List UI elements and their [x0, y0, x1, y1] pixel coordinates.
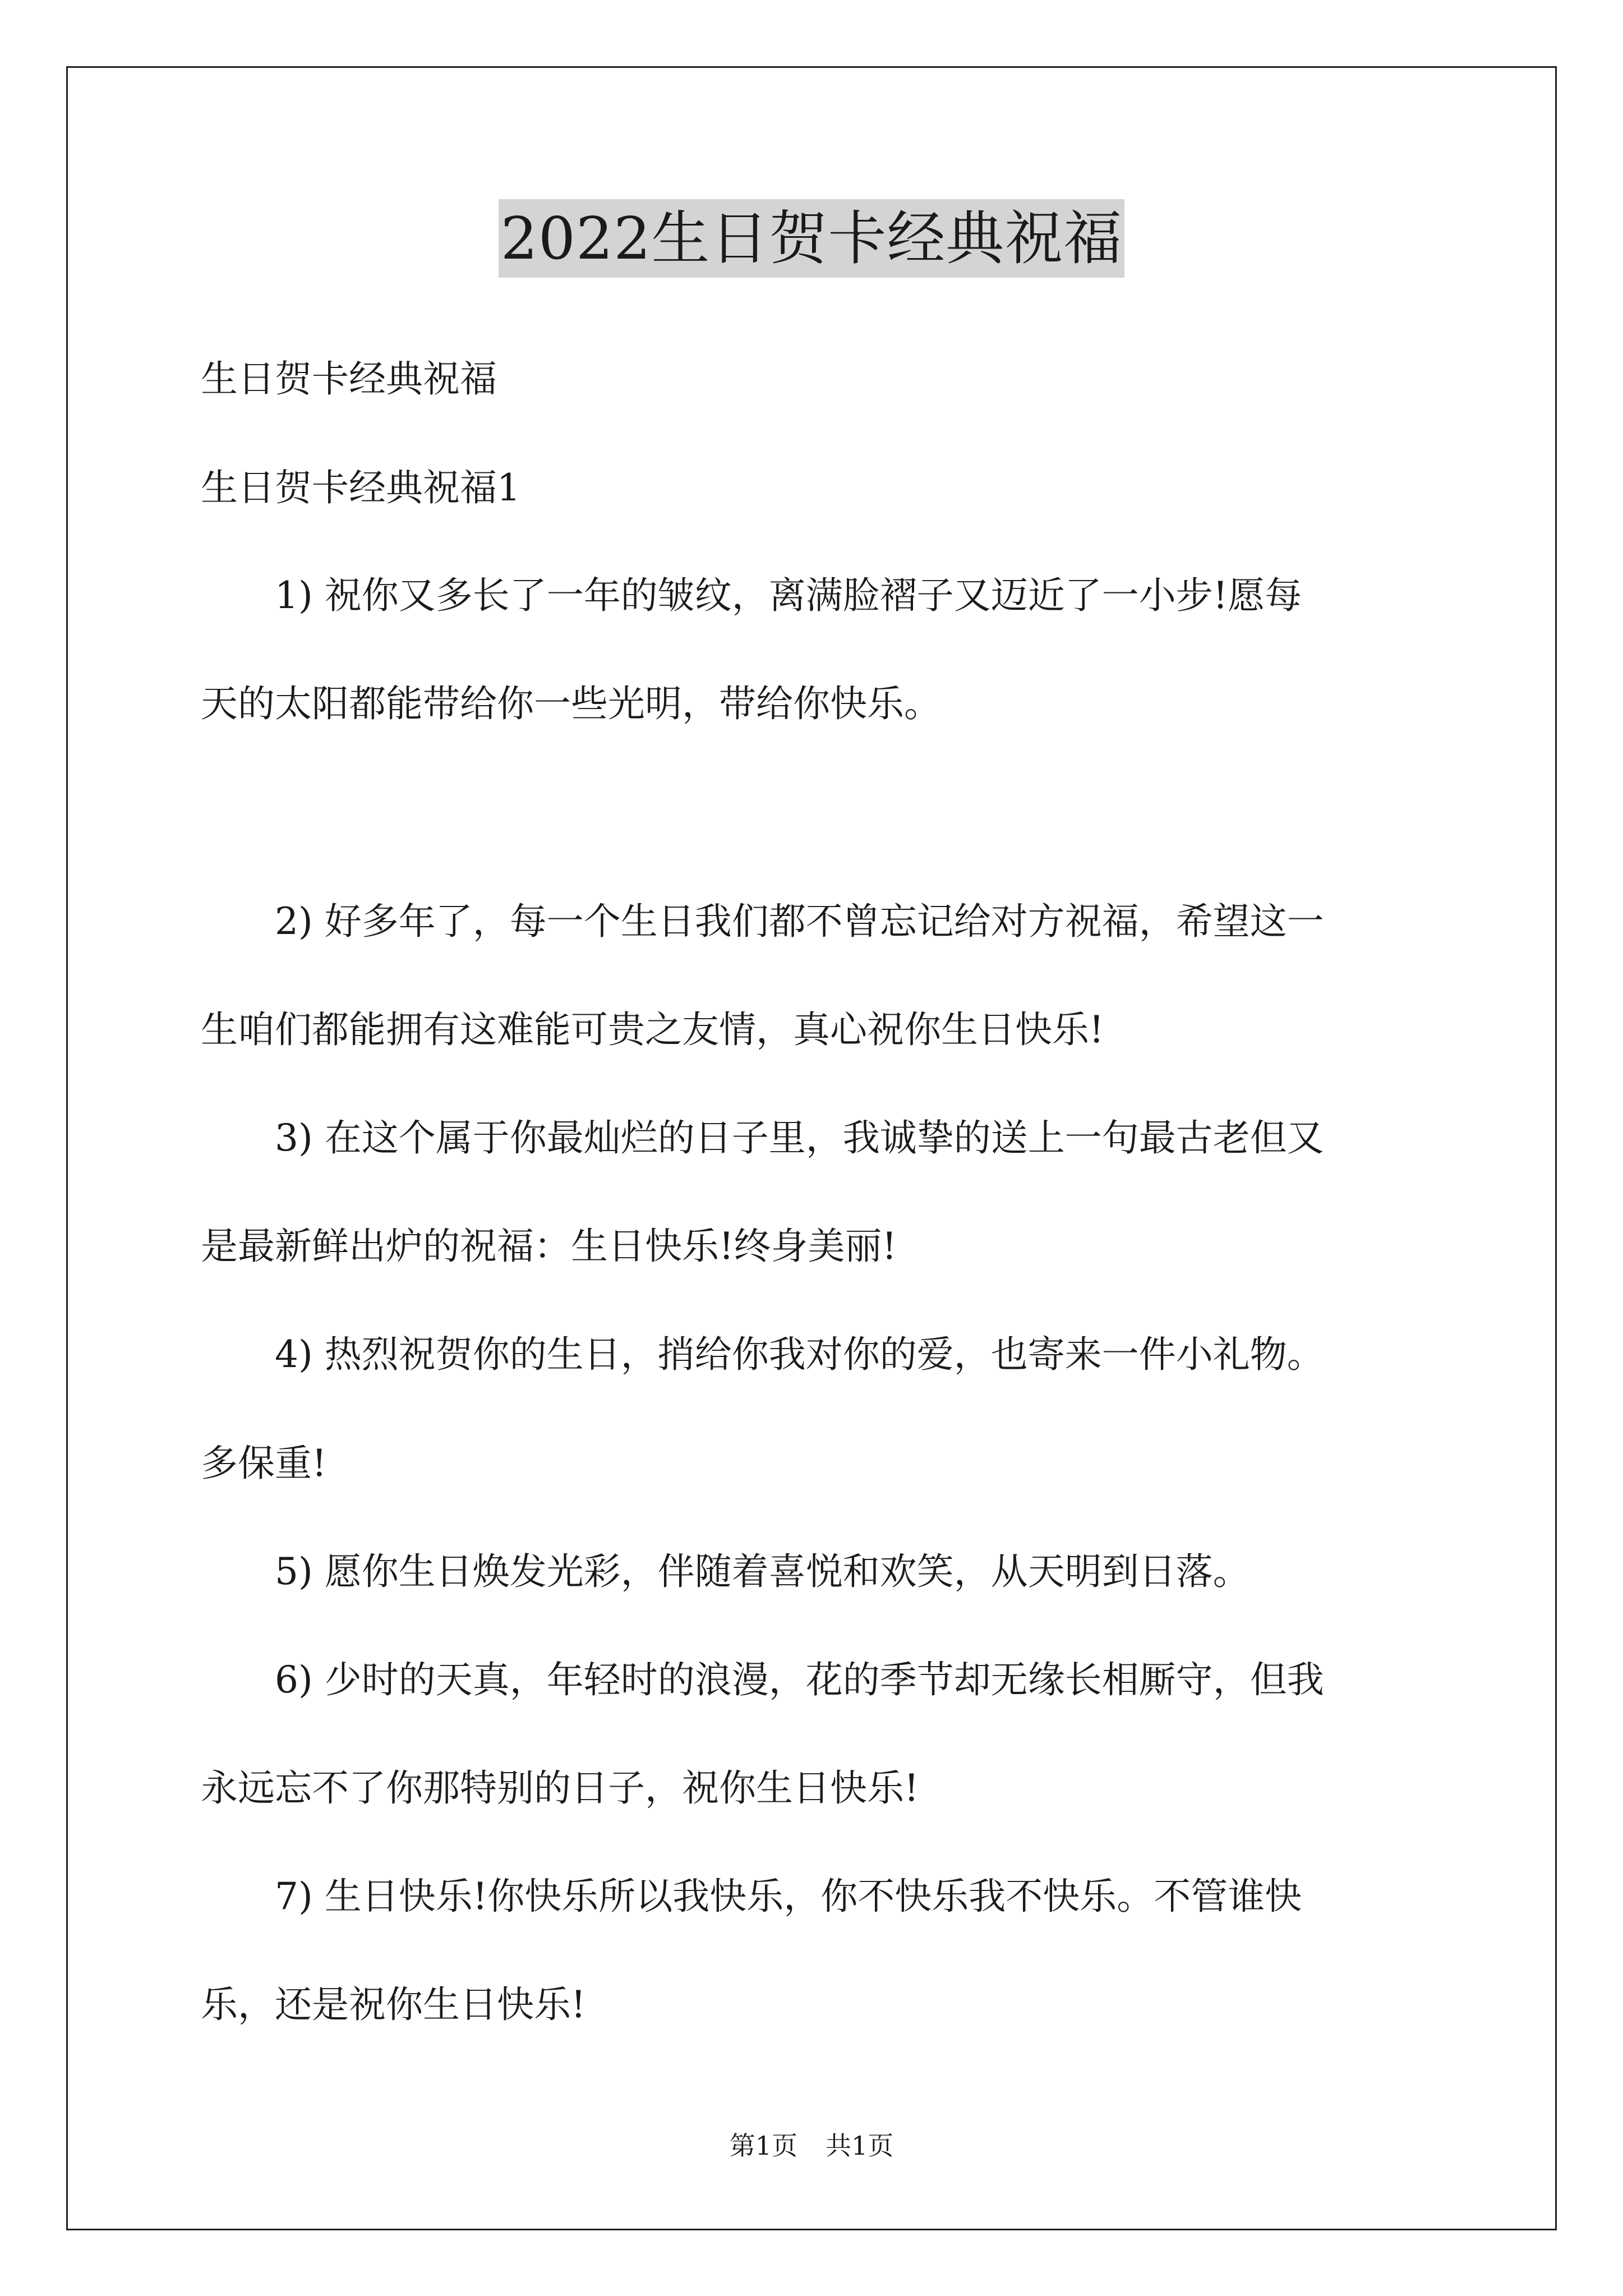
paragraph-line: 多保重!: [201, 1442, 327, 1485]
subtitle: 生日贺卡经典祝福: [201, 357, 497, 401]
paragraph-line: 2) 好多年了，每一个生日我们都不曾忘记给对方祝福，希望这一: [201, 900, 1324, 943]
paragraph-line: 天的太阳都能带给你一些光明，带给你快乐。: [201, 682, 941, 725]
document-title: 2022生日贺卡经典祝福: [499, 199, 1125, 278]
page-number-total: 共1页: [826, 2131, 894, 2161]
paragraph-line: 7) 生日快乐!你快乐所以我快乐，你不快乐我不快乐。不管谁快: [201, 1875, 1302, 1918]
title-container: [0, 199, 1623, 278]
section-heading: 生日贺卡经典祝福1: [201, 466, 520, 509]
paragraph-line: 6) 少时的天真，年轻时的浪漫，花的季节却无缘长相厮守，但我: [201, 1658, 1324, 1701]
paragraph-line: 1) 祝你又多长了一年的皱纹，离满脸褶子又迈近了一小步!愿每: [201, 574, 1302, 617]
paragraph-line: 乐，还是祝你生日快乐!: [201, 1983, 586, 2026]
paragraph-line: 4) 热烈祝贺你的生日，捎给你我对你的爱，也寄来一件小礼物。: [201, 1333, 1324, 1376]
page-number-current: 第1页: [729, 2131, 797, 2161]
paragraph-line: 是最新鲜出炉的祝福：生日快乐!终身美丽!: [201, 1225, 897, 1268]
paragraph-line: 永远忘不了你那特别的日子，祝你生日快乐!: [201, 1766, 919, 1810]
paragraph-line: 5) 愿你生日焕发光彩，伴随着喜悦和欢笑，从天明到日落。: [201, 1550, 1250, 1593]
paragraph-line: 生咱们都能拥有这难能可贵之友情，真心祝你生日快乐!: [201, 1008, 1104, 1051]
page-footer: [0, 2129, 1623, 2162]
paragraph-line: 3) 在这个属于你最灿烂的日子里，我诚挚的送上一句最古老但又: [201, 1116, 1324, 1159]
